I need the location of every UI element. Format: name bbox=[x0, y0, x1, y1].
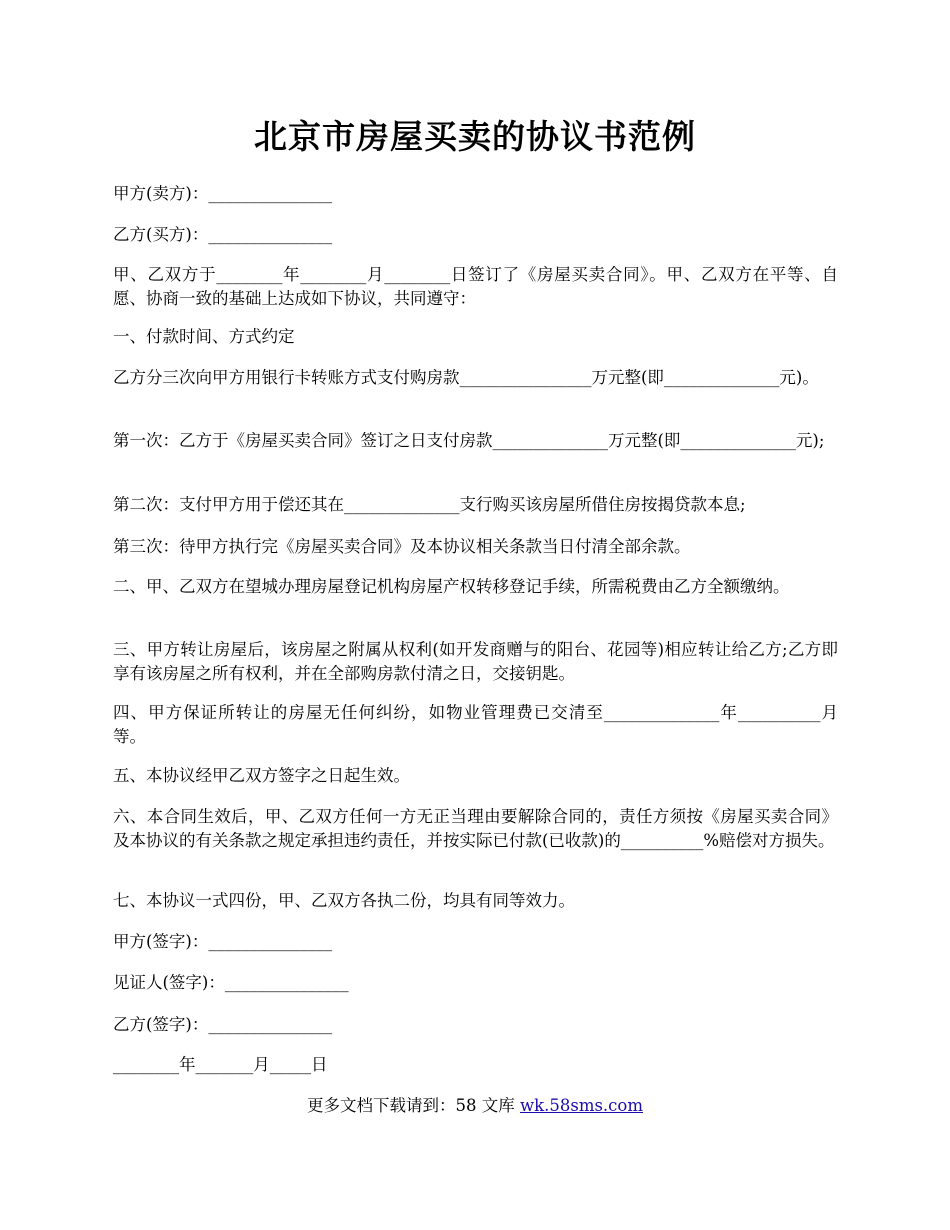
party-b-signature-line: 乙方(签字)：_______________ bbox=[113, 1015, 333, 1034]
seller-line: 甲方(卖方)：_______________ bbox=[113, 184, 333, 203]
footer bbox=[0, 1094, 950, 1118]
witness-signature-line: 见证人(签字)：_______________ bbox=[113, 973, 349, 992]
date-line: ________年_______月_____日 bbox=[113, 1055, 328, 1074]
party-a-signature-line: 甲方(签字)：_______________ bbox=[113, 932, 333, 951]
preamble-paragraph: 甲、乙双方于________年________月________日签订了《房屋买卖合同》。甲、乙双方在平等、自愿、协商一致的基础上达成如下协议，共同遵守： bbox=[113, 265, 838, 308]
document-title: 北京市房屋买卖的协议书范例 bbox=[254, 117, 696, 156]
second-payment-paragraph: 第二次：支付甲方用于偿还其在______________支行购买该房屋所借住房按揭贷款本息; bbox=[113, 495, 746, 514]
clause-6-paragraph: 六、本合同生效后，甲、乙双方任何一方无正当理由要解除合同的，责任方须按《房屋买卖合同》及本协议的有关条款之规定承担违约责任，并按实际已付款(已收款)的__________%赔偿对方损失。 bbox=[113, 807, 838, 850]
clause-4-paragraph: 四、甲方保证所转让的房屋无任何纠纷，如物业管理费已交清至______________年__________月等。 bbox=[113, 703, 838, 746]
clause-2-paragraph: 二、甲、乙双方在望城办理房屋登记机构房屋产权转移登记手续，所需税费由乙方全额缴纳。 bbox=[113, 577, 790, 596]
clause-3-paragraph: 三、甲方转让房屋后，该房屋之附属从权利(如开发商赠与的阳台、花园等)相应转让给乙方;乙方即享有该房屋之所有权利，并在全部购房款付清之日，交接钥匙。 bbox=[113, 640, 838, 683]
payment-paragraph: 乙方分三次向甲方用银行卡转账方式支付购房款________________万元整(即______________元)。 bbox=[113, 368, 819, 387]
footer-text: 更多文档下载请到：58 文库 bbox=[306, 1096, 520, 1115]
section-1-heading: 一、付款时间、方式约定 bbox=[113, 327, 295, 346]
buyer-line: 乙方(买方)：_______________ bbox=[113, 225, 333, 244]
clause-5-paragraph: 五、本协议经甲乙双方签字之日起生效。 bbox=[113, 766, 410, 785]
first-payment-paragraph: 第一次：乙方于《房屋买卖合同》签订之日支付房款______________万元整(即______________元); bbox=[113, 431, 825, 450]
footer-link[interactable]: wk.58sms.com bbox=[519, 1096, 643, 1115]
third-payment-paragraph: 第三次：待甲方执行完《房屋买卖合同》及本协议相关条款当日付清全部余款。 bbox=[113, 537, 691, 556]
clause-7-paragraph: 七、本协议一式四份，甲、乙双方各执二份，均具有同等效力。 bbox=[113, 891, 575, 910]
